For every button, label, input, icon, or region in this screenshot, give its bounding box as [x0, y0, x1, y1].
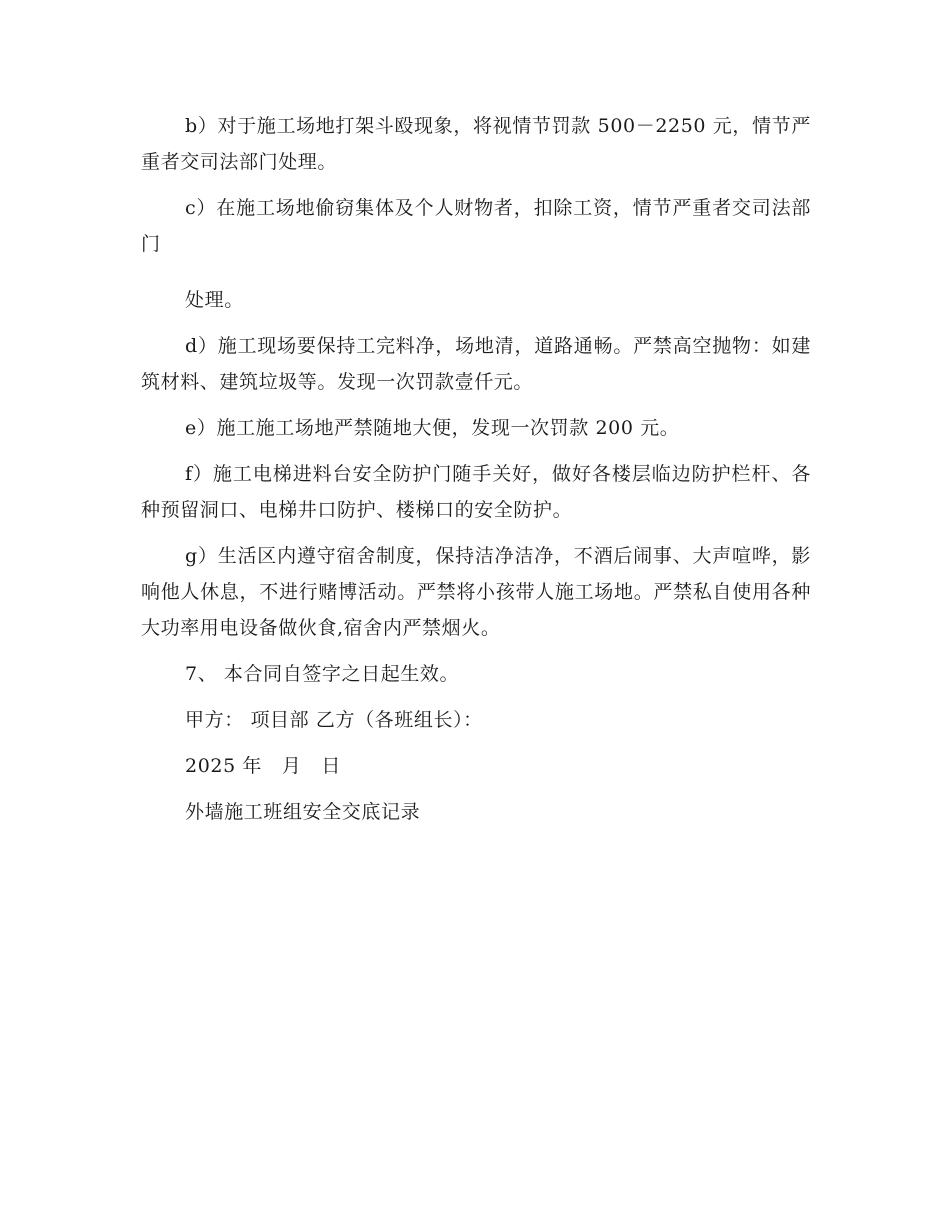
paragraph-b: b）对于施工场地打架斗殴现象，将视情节罚款 500－2250 元，情节严重者交司法部门处理。	[141, 115, 811, 173]
record-title: 外墙施工班组安全交底记录	[185, 801, 421, 823]
signature-date: 2025 年 月 日	[185, 755, 342, 777]
document-body	[141, 108, 811, 840]
paragraph-c-continued: 处理。	[185, 289, 244, 311]
paragraph-e: e）施工施工场地严禁随地大便，发现一次罚款 200 元。	[185, 417, 680, 439]
paragraph-g: g）生活区内遵守宿舍制度，保持洁净洁净，不酒后闹事、大声喧哗，影响他人休息，不进行赌博活动。严禁将小孩带人施工场地。严禁私自使用各种大功率用电设备做伙食,宿舍内严禁烟火。	[141, 545, 811, 639]
contract-effective-clause: 7、 本合同自签字之日起生效。	[185, 663, 460, 685]
paragraph-c: c）在施工场地偷窃集体及个人财物者，扣除工资，情节严重者交司法部门	[141, 197, 811, 255]
signature-parties: 甲方： 项目部 乙方（各班组长）：	[185, 709, 483, 731]
paragraph-f: f）施工电梯进料台安全防护门随手关好，做好各楼层临边防护栏杆、各种预留洞口、电梯井口防护、楼梯口的安全防护。	[141, 463, 811, 521]
paragraph-d: d）施工现场要保持工完料净，场地清，道路通畅。严禁高空抛物：如建筑材料、建筑垃圾等。发现一次罚款壹仟元。	[141, 335, 811, 393]
